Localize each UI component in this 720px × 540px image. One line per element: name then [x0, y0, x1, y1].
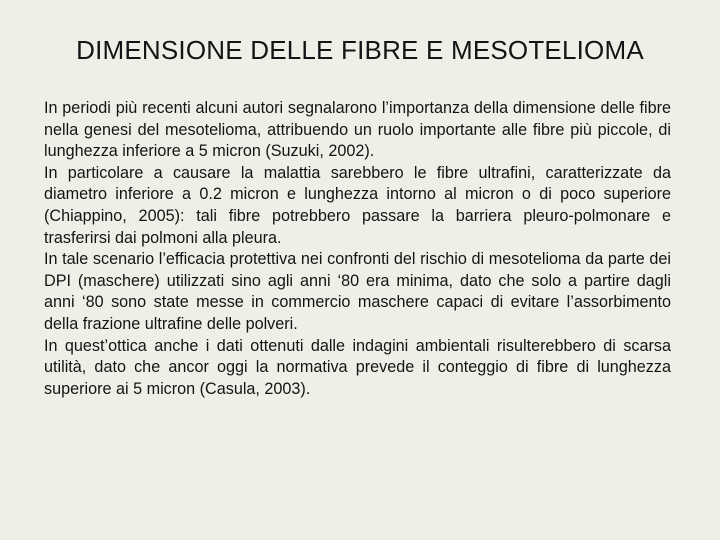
paragraph-2: In particolare a causare la malattia sarebbero le fibre ultrafini, caratterizzate da diametro inferiore a 0.2 micron e lunghezza intorno al micron o di poco superiore (Chiappino, 2005): tali fibre potrebbero passare la barriera pleuro-polmonare e trasferirsi dai polmoni alla pleura.: [44, 163, 671, 247]
paragraph-4: In quest’ottica anche i dati ottenuti dalle indagini ambientali risulterebbero di scarsa utilità, dato che ancor oggi la normativa prevede il conteggio di fibre di lunghezza superiore ai 5 micron (Casula, 2003).: [44, 336, 671, 398]
paragraph-3: In tale scenario l’efficacia protettiva nei confronti del rischio di mesotelioma da parte dei DPI (maschere) utilizzati sino agli anni ‘80 era minima, dato che solo a partire dagli anni ‘80 sono state messe in commercio maschere capaci di evitare l’assorbimento della frazione ultrafine delle polveri.: [44, 250, 671, 333]
paragraph-1: In periodi più recenti alcuni autori segnalarono l’importanza della dimensione delle fibre nella genesi del mesotelioma, attribuendo un ruolo importante alle fibre più piccole, di lunghezza inferiore a 5 micron (Suzuki, 2002).: [44, 99, 671, 161]
slide-body: [44, 98, 671, 400]
slide-title: DIMENSIONE DELLE FIBRE E MESOTELIOMA: [76, 35, 644, 65]
